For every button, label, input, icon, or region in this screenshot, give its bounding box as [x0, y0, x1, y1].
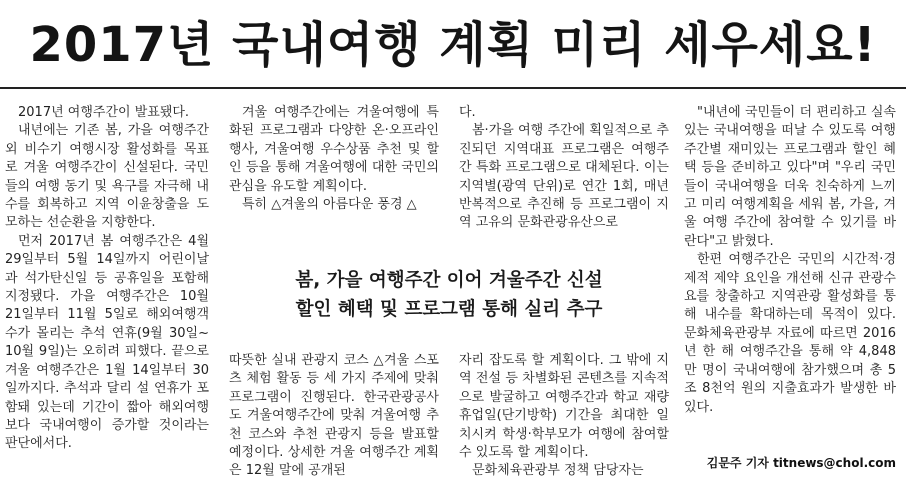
article-column-1 — [5, 104, 209, 454]
article-paragraph: 겨울 여행주간에는 겨울여행에 특화된 프로그램과 다양한 온·오프라인 행사, 겨울여행 우수상품 추천 및 할인 등을 통해 겨울여행에 대한 국민의 관심을 유도할 계획이다. — [229, 105, 439, 194]
subheadline-line: 봄, 가을 여행주간 이어 겨울주간 신설 — [295, 270, 603, 291]
article-paragraph: 다. — [459, 105, 476, 120]
article-paragraph: 내년에는 기존 봄, 가을 여행주간 외 비수기 여행시장 활성화를 목표로 겨울 여행주간이 신설된다. 국민들의 여행 동기 및 욕구를 자극해 내수를 회복하고 지역 이윤창출을 도모하는 선순환을 지향한다. — [5, 123, 209, 231]
subheadline-line: 할인 혜택 및 프로그램 통해 실리 추구 — [295, 299, 603, 320]
article-paragraph: 문화체육관광부 정책 담당자는 — [472, 463, 644, 479]
article-paragraph: 따뜻한 실내 관광지 코스 △겨울 스포츠 체험 활동 등 세 가지 주제에 맞춰 프로그램이 진행된다. 한국관광공사도 겨울여행주간에 맞춰 겨울여행 추천 코스와 추천 관광지 등을 발표할 예정이다. 상세한 겨울 여행주간 계획은 12월 말에 공개된 — [229, 353, 439, 479]
article-column-2-top — [229, 104, 439, 214]
headline: 2017년 국내여행 계획 미리 세우세요! — [29, 17, 877, 73]
article-paragraph: "내년에 국민들이 더 편리하고 실속있는 국내여행을 떠날 수 있도록 여행주간별 재미있는 프로그램과 할인 혜택 등을 준비하고 있다"며 "우리 국민들이 국내여행을 더욱 친숙하게 느끼고 미리 여행계획을 세워 봄, 가을, 겨울 여행 주간에 참여할 수 있기를 바란다"고 밝혔다. — [684, 105, 896, 249]
article-paragraph: 특히 △겨울의 아름다운 풍경 △ — [242, 197, 417, 213]
article-paragraph: 2017년 여행주간이 발표됐다. — [18, 105, 190, 120]
headline-divider — [0, 87, 906, 89]
subheadline — [240, 266, 658, 330]
article-column-2-bottom — [229, 352, 439, 481]
article-paragraph: 봄·가을 여행 주간에 획일적으로 추진되던 지역대표 프로그램은 여행주간 특화 프로그램으로 대체된다. 이는 지역별(광역 단위)로 연간 1회, 매년 반복적으로 추진해 등 프로그램이 지역 고유의 문화관광유산으로 — [459, 123, 669, 231]
article-column-3-top — [459, 104, 669, 233]
byline: 김문주 기자 titnews@chol.com — [706, 456, 896, 470]
article-column-3-bottom — [459, 352, 669, 481]
article-column-4 — [684, 104, 896, 417]
article-paragraph: 자리 잡도록 할 계획이다. 그 밖에 지역 전설 등 차별화된 콘텐츠를 지속적으로 발굴하고 여행주간과 학교 재량휴업일(단기방학) 기간을 최대한 일치시켜 학생·학부모가 여행에 참여할 수 있도록 할 계획이다. — [459, 353, 669, 461]
article-paragraph: 먼저 2017년 봄 여행주간은 4월 29일부터 5월 14일까지 어린이날과 석가탄신일 등 공휴일을 포함해 지정됐다. 가을 여행주간은 10월 21일부터 11월 5일로 해외여행객 수가 몰리는 추석 연휴(9월 30일~ 10월 9일)는 오히려 피했다. 끝으로 겨울 여행주간은 1월 14일부터 30일까지다. 추석과 달리 설 연휴가 포함돼 있는데 기간이 짧아 해외여행보다 국내여행이 증가할 것이라는 판단에서다. — [5, 233, 209, 452]
article-paragraph: 한편 여행주간은 국민의 시간적·경제적 제약 요인을 개선해 신규 관광수요를 창출하고 지역관광 활성화를 통해 내수를 확대하는데 목적이 있다. 문화체육관광부 자료에 따르면 2016년 한 해 여행주간을 통해 약 4,848만 명이 국내여행에 참가했으며 총 5조 8천억 원의 지출효과가 발생한 바 있다. — [684, 252, 896, 415]
